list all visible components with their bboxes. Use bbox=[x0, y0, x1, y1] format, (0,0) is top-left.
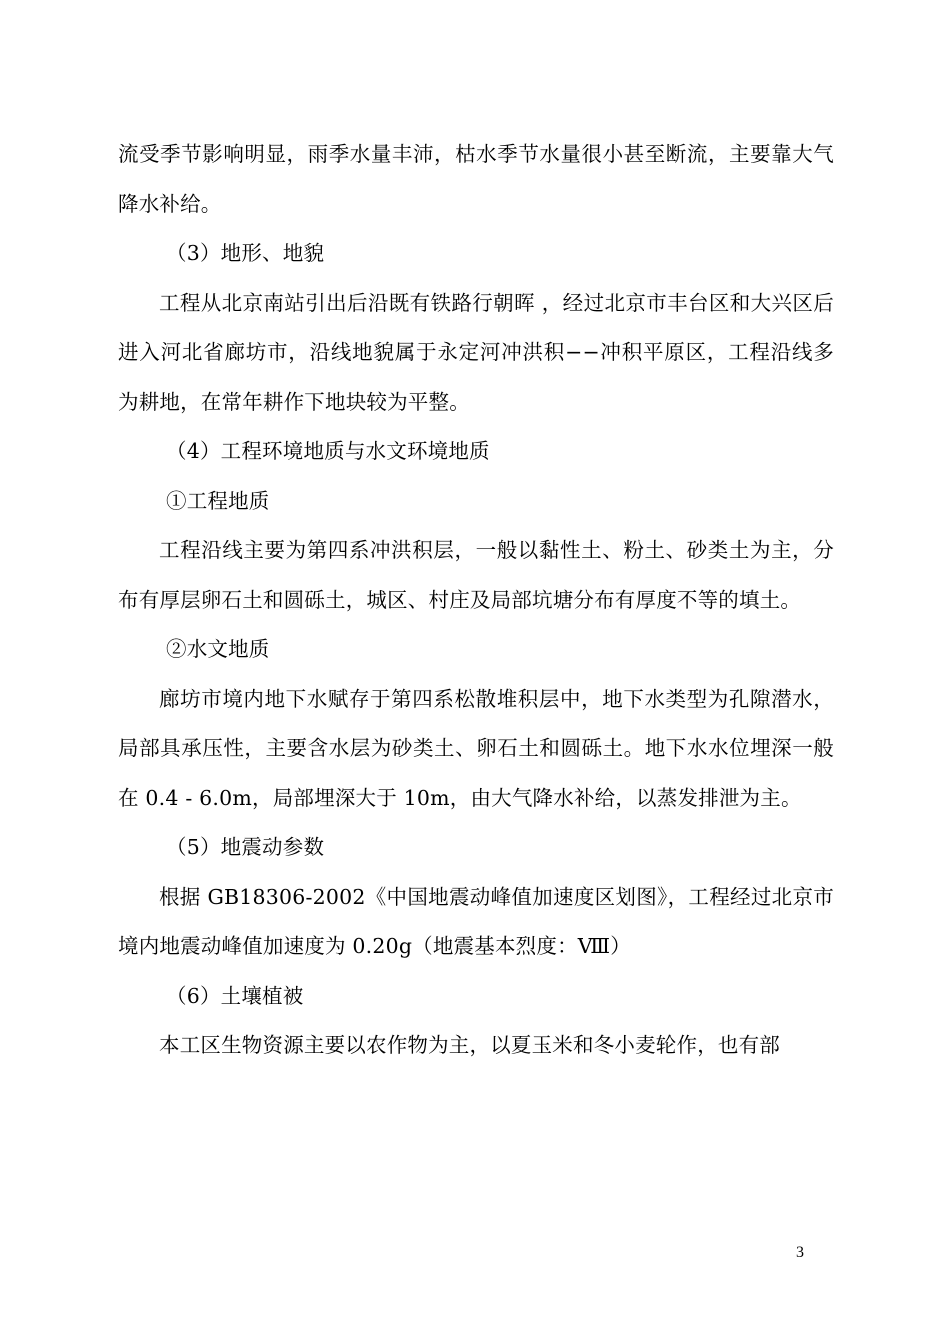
paragraph-terrain: 工程从北京南站引出后沿既有铁路行朝晖 ，经过北京市丰台区和大兴区后进入河北省廊坊市，沿线地貌属于永定河冲洪积−−冲积平原区，工程沿线多为耕地，在常年耕作下地块较为平整。 bbox=[118, 290, 834, 414]
paragraph-engineering-geology: 工程沿线主要为第四系冲洪积层，一般以黏性土、粉土、砂类土为主，分布有厚层卵石土和圆砾土，城区、村庄及局部坑塘分布有厚度不等的填土。 bbox=[118, 538, 834, 612]
paragraph-hydrology-continued: 流受季节影响明显，雨季水量丰沛，枯水季节水量很小甚至断流，主要靠大气降水补给。 bbox=[118, 142, 834, 216]
page-number: 3 bbox=[796, 1244, 804, 1261]
paragraph-seismic: 根据 GB18306-2002《中国地震动峰值加速度区划图》，工程经过北京市境内地震动峰值加速度为 0.20g（地震基本烈度：Ⅷ） bbox=[118, 884, 834, 958]
heading-seismic: （5）地震动参数 bbox=[166, 835, 325, 859]
subheading-engineering-geology: ①工程地质 bbox=[166, 488, 270, 513]
paragraph-soil-vegetation: 本工区生物资源主要以农作物为主，以夏玉米和冬小麦轮作，也有部 bbox=[159, 1033, 780, 1057]
paragraph-hydrogeology: 廊坊市境内地下水赋存于第四系松散堆积层中，地下水类型为孔隙潜水，局部具承压性，主要含水层为砂类土、卵石土和圆砾土。地下水水位埋深一般在 0.4 - 6.0m，局部埋深大于 10m，由大气降水补给，以蒸发排泄为主。 bbox=[118, 686, 834, 810]
heading-geology: （4）工程环境地质与水文环境地质 bbox=[166, 439, 490, 463]
heading-soil-vegetation: （6）土壤植被 bbox=[166, 983, 304, 1008]
heading-terrain: （3）地形、地貌 bbox=[166, 241, 325, 265]
subheading-hydrogeology: ②水文地质 bbox=[166, 637, 270, 661]
document-body bbox=[118, 130, 834, 1071]
